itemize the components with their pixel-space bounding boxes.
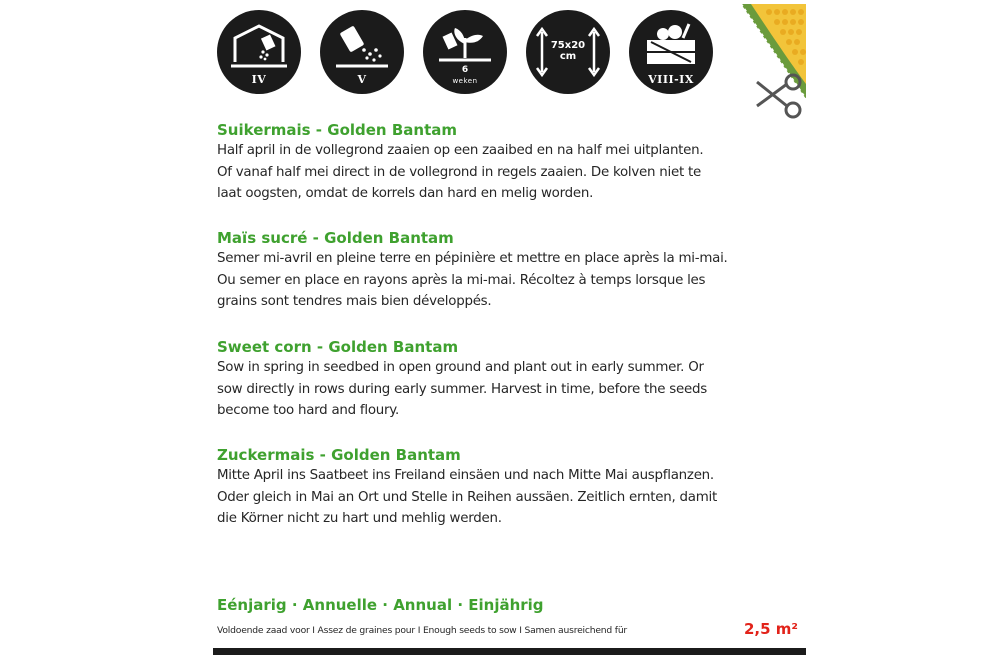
section-line: die Körner nicht zu hart und mehlig werden. (217, 511, 502, 526)
section-title: Maïs sucré - Golden Bantam (217, 229, 454, 247)
greenhouse-sowing-icon (217, 10, 301, 94)
lifecycle-heading: Eénjarig · Annuelle · Annual · Einjährig (217, 596, 544, 614)
bottom-bar (213, 648, 806, 655)
section-line: Half april in de vollegrond zaaien op een zaaibed en na half mei uitplanten. (217, 143, 704, 158)
seed-packet-back (213, 0, 806, 655)
coverage-value: 2,5 m² (744, 620, 798, 638)
section-german (217, 445, 802, 530)
section-dutch (217, 120, 802, 205)
outdoor-month: V (357, 73, 367, 86)
harvest-crate-icon (629, 10, 713, 94)
svg-text:6: 6 (461, 65, 469, 75)
outdoor-sowing-icon (320, 10, 404, 94)
section-line: sow directly in rows during early summer. Harvest in time, before the seeds (217, 381, 707, 397)
section-line: Oder gleich in Mai an Ort und Stelle in Reihen aussäen. Zeitlich ernten, damit (217, 489, 717, 505)
transplant-icon (423, 10, 507, 94)
spacing-value: 75x20 cm (550, 40, 586, 62)
section-line: Of vanaf half mei direct in de vollegrond in regels zaaien. De kolven niet te (217, 164, 701, 180)
plant-spacing-icon (526, 10, 610, 94)
section-line: Semer mi-avril en pleine terre en pépinière et mettre en place après la mi-mai. (217, 251, 728, 266)
section-english (217, 337, 802, 422)
section-line: become too hard and floury. (217, 403, 400, 418)
coverage-note: Voldoende zaad voor I Assez de graines pour I Enough seeds to sow I Samen ausreichend für (217, 625, 628, 636)
section-title: Sweet corn - Golden Bantam (217, 338, 459, 356)
harvest-months: VIII-IX (648, 73, 694, 86)
transplant-label: weken (452, 77, 478, 85)
section-line: Mitte April ins Saatbeet ins Freiland einsäen und nach Mitte Mai auspflanzen. (217, 468, 714, 483)
section-line: laat oogsten, omdat de korrels dan hard en melig worden. (217, 186, 594, 201)
section-line: Ou semer en place en rayons après la mi-mai. Récoltez à temps lorsque les (217, 272, 706, 288)
icon-row (213, 4, 806, 96)
section-line: Sow in spring in seedbed in open ground and plant out in early summer. Or (217, 360, 704, 375)
greenhouse-month: IV (251, 73, 267, 86)
section-title: Zuckermais - Golden Bantam (217, 446, 461, 464)
section-french (217, 228, 802, 313)
section-line: grains sont tendres mais bien développés. (217, 294, 492, 309)
scissors-icon (749, 72, 809, 124)
section-title: Suikermais - Golden Bantam (217, 121, 457, 139)
